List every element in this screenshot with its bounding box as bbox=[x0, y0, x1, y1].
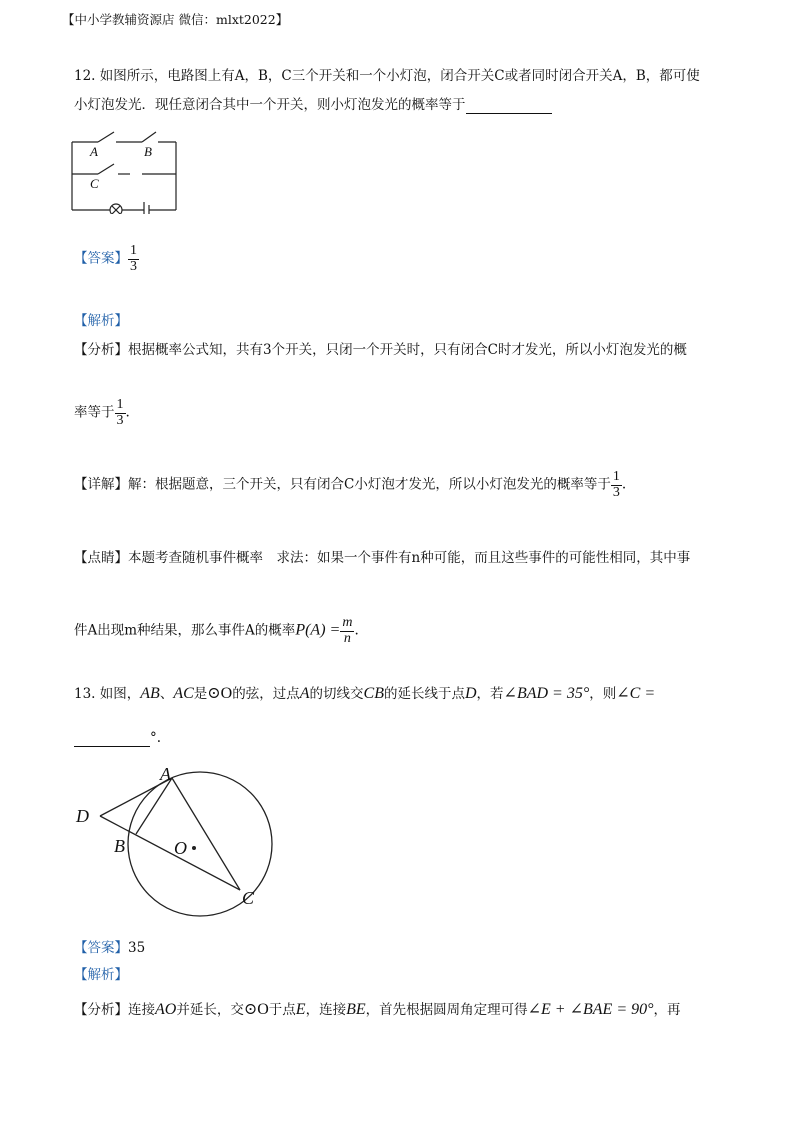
page-header: 【中小学教辅资源店 微信：mlxt2022】 bbox=[62, 12, 289, 27]
q12-dianjing-line2: 件A出现m种结果，那么事件A的概率P(A) = $\frac{m}{n}$ . bbox=[74, 615, 359, 646]
switch-label-b: B bbox=[144, 144, 152, 159]
analysis-tag-13: 【解析】 bbox=[74, 967, 128, 983]
q13-answer-blank bbox=[74, 730, 150, 747]
answer-tag-13: 【答案】 bbox=[74, 940, 128, 956]
q12-fenxi-line2: 率等于 $\frac{1}{3}$ . bbox=[74, 397, 130, 428]
segment-ab: AB bbox=[140, 685, 160, 702]
xiangjie-fraction: $\frac{1}{3}$ bbox=[612, 469, 620, 500]
q13-text-d: ，若 bbox=[476, 686, 504, 702]
q13-fenxi bbox=[74, 998, 681, 1019]
q13-text-a: 的弦，过点 bbox=[232, 686, 300, 702]
dianjing-tag: 【点睛】 bbox=[74, 550, 128, 566]
q13-text-b: 的切线交 bbox=[309, 686, 364, 702]
answer-fraction: $\frac{1}{3}$ bbox=[130, 243, 137, 274]
fenxi-a: 连接 bbox=[128, 1002, 155, 1018]
label-d: D bbox=[76, 806, 89, 826]
answer-tag: 【答案】 bbox=[74, 250, 128, 267]
q13-degree: °. bbox=[150, 730, 162, 746]
q12-line2 bbox=[74, 93, 552, 114]
analysis-tag: 【解析】 bbox=[74, 313, 128, 329]
q13-text-c: 的延长线于点 bbox=[383, 686, 465, 702]
fenxi-tag-13: 【分析】 bbox=[74, 1002, 128, 1018]
fenxi-tag: 【分析】 bbox=[74, 342, 128, 358]
fenxi-f: ，再 bbox=[653, 1002, 681, 1018]
q13-answer bbox=[74, 936, 145, 956]
q12-line2-text: 小灯泡发光．现任意闭合其中一个开关，则小灯泡发光的概率等于 bbox=[74, 97, 466, 113]
angle-c: ∠C = bbox=[616, 685, 656, 702]
segment-ao: AO bbox=[155, 1001, 177, 1018]
angle-equation: ∠E + ∠BAE = 90° bbox=[527, 1001, 654, 1018]
segment-be: BE bbox=[346, 1001, 366, 1018]
xiangjie-text: 解：根据题意，三个开关，只有闭合C小灯泡才发光，所以小灯泡发光的概率等于 bbox=[128, 476, 611, 493]
q13-text-e: ，则 bbox=[589, 686, 617, 702]
q13-shi: 是 bbox=[193, 686, 208, 702]
label-b: B bbox=[114, 836, 125, 856]
label-o: O bbox=[174, 838, 187, 858]
fenxi-fraction: $\frac{1}{3}$ bbox=[116, 397, 124, 428]
angle-bad: ∠BAD = 35° bbox=[503, 685, 590, 702]
probability-formula: P(A) = bbox=[295, 621, 341, 639]
q12-line1: 12. 如图所示，电路图上有A，B，C三个开关和一个小灯泡，闭合开关C或者同时闭合开关A，B，都可使 bbox=[74, 68, 700, 84]
probability-fraction: $\frac{m}{n}$ bbox=[342, 615, 353, 646]
xiangjie-tag: 【详解】 bbox=[74, 476, 128, 493]
circle-o: ⊙O bbox=[207, 685, 233, 702]
q13-sep: 、 bbox=[159, 686, 174, 702]
fenxi-e: ，首先根据圆周角定理可得 bbox=[365, 1002, 528, 1018]
dianjing-text-2: 件A出现m种结果，那么事件A的概率 bbox=[74, 622, 296, 639]
answer-blank bbox=[466, 97, 552, 114]
point-d: D bbox=[464, 685, 477, 702]
fenxi-text: 根据概率公式知，共有3个开关，只闭一个开关时，只有闭合C时才发光，所以小灯泡发光的概 bbox=[128, 342, 687, 358]
q12-xiangjie: 【详解】解：根据题意，三个开关，只有闭合C小灯泡才发光，所以小灯泡发光的概率等于 $\frac{1}{3}$ . bbox=[74, 469, 627, 500]
fenxi-c: 于点 bbox=[268, 1002, 296, 1018]
q13-number: 13. 如图， bbox=[74, 686, 141, 702]
circuit-diagram bbox=[70, 128, 180, 214]
switch-label-c: C bbox=[90, 176, 99, 191]
switch-label-a: A bbox=[90, 144, 98, 159]
answer-value-13: 35 bbox=[128, 940, 146, 956]
q12-answer bbox=[74, 244, 139, 274]
q13-line2 bbox=[74, 730, 161, 747]
point-a: A bbox=[299, 685, 310, 702]
q12-fenxi-line1 bbox=[74, 338, 687, 358]
segment-ac: AC bbox=[173, 685, 194, 702]
center-point bbox=[192, 846, 196, 850]
circle-geometry-figure bbox=[60, 760, 300, 920]
label-c: C bbox=[242, 888, 255, 908]
q12-dianjing-line1 bbox=[74, 546, 690, 566]
segment-cb: CB bbox=[363, 685, 384, 702]
fenxi-d: ，连接 bbox=[305, 1002, 347, 1018]
point-e: E bbox=[295, 1001, 306, 1018]
dianjing-text: 本题考查随机事件概率 求法：如果一个事件有n种可能，而且这些事件的可能性相同，其中事 bbox=[128, 550, 691, 566]
circle-o-2: ⊙O bbox=[243, 1001, 269, 1018]
label-a: A bbox=[160, 764, 171, 784]
fenxi-text-2: 率等于 bbox=[74, 404, 115, 421]
q13-line1 bbox=[74, 682, 655, 703]
fenxi-b: 并延长，交 bbox=[176, 1002, 244, 1018]
